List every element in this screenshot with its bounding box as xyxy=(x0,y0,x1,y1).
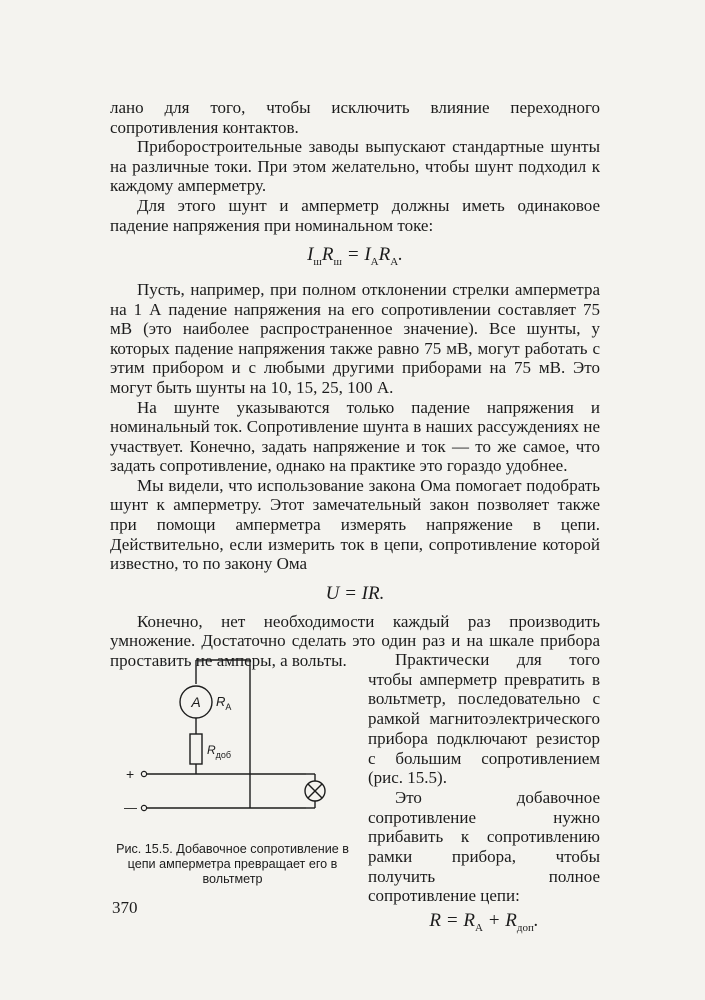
paragraph-8: Практически для того чтобы амперметр превратить в вольтметр, последовательно с рамкой магнитоэлектрического прибора подключают резистор с большим сопротивлением (рис. 15.5). xyxy=(368,650,600,788)
formula-ohm: U = IR. xyxy=(325,582,385,604)
paragraph-2: Приборостроительные заводы выпускают стандартные шунты на различные токи. При этом желательно, чтобы шунт подходил к каждому амперметру. xyxy=(110,137,600,196)
paragraph-3: Для этого шунт и амперметр должны иметь одинаковое падение напряжения при номинальном токе: xyxy=(110,195,600,235)
paragraph-5: На шунте указываются только падение напряжения и номинальный ток. Сопротивление шунта в наших рассуждениях не участвует. Конечно, задать напряжение и ток — то же самое, что задать сопротивление, однако на практике это гораздо удобнее. xyxy=(110,397,600,476)
minus-label: — xyxy=(124,800,137,815)
ammeter-r-label: $R_А$ xyxy=(216,694,232,712)
paragraph-9: Это добавочное сопротивление нужно прибавить к сопротивлению рамки прибора, чтобы получить полное сопротивление цепи: xyxy=(368,787,600,906)
side-text-column xyxy=(368,650,600,934)
page-number: 370 xyxy=(112,898,138,917)
minus-terminal xyxy=(141,805,146,810)
circuit-diagram xyxy=(110,650,355,840)
paragraph-7: Конечно, нет необходимости каждый раз производить умножение. Достаточно сделать это один раз и на шкале прибора проставить не амперы, а вольты. xyxy=(110,611,600,671)
formula-shunt: $I_шR_ш = I_АR_А$. xyxy=(307,244,403,268)
plus-label: + xyxy=(126,766,135,782)
paragraph-4: Пусть, например, при полном отклонении стрелки амперметра на 1 А падение напряжения на его сопротивлении составляет 75 мВ (это наиболее распространенное значение). Все шунты, у которых падение напряжения также равно 75 мВ, могут работать с этим прибором и с любыми другими приборами на 75 мВ. Это могут быть шунты на 10, 15, 25, 100 А. xyxy=(110,279,600,397)
plus-terminal xyxy=(141,771,146,776)
paragraph-6: Мы видели, что использование закона Ома помогает подобрать шунт к амперметру. Этот замечательный закон позволяет также при помощи амперметра измерять напряжение в цепи. Действительно, если измерить ток в цепи, сопротивление которой известно, то по закону Ома xyxy=(110,475,600,574)
resistor-symbol xyxy=(190,734,202,764)
resistor-label: $R_{доб}$ xyxy=(207,743,232,760)
ammeter-label: A xyxy=(191,694,201,710)
paragraph-1: лано для того, чтобы исключить влияние переходного сопротивления контактов. xyxy=(110,98,600,137)
formula-total-resistance: $R = R_А + R_{доп}$. xyxy=(429,910,539,934)
figure-caption: Рис. 15.5. Добавочное сопротивление в цепи амперметра превращает его в вольтметр xyxy=(116,842,349,886)
main-text-column xyxy=(110,98,600,671)
